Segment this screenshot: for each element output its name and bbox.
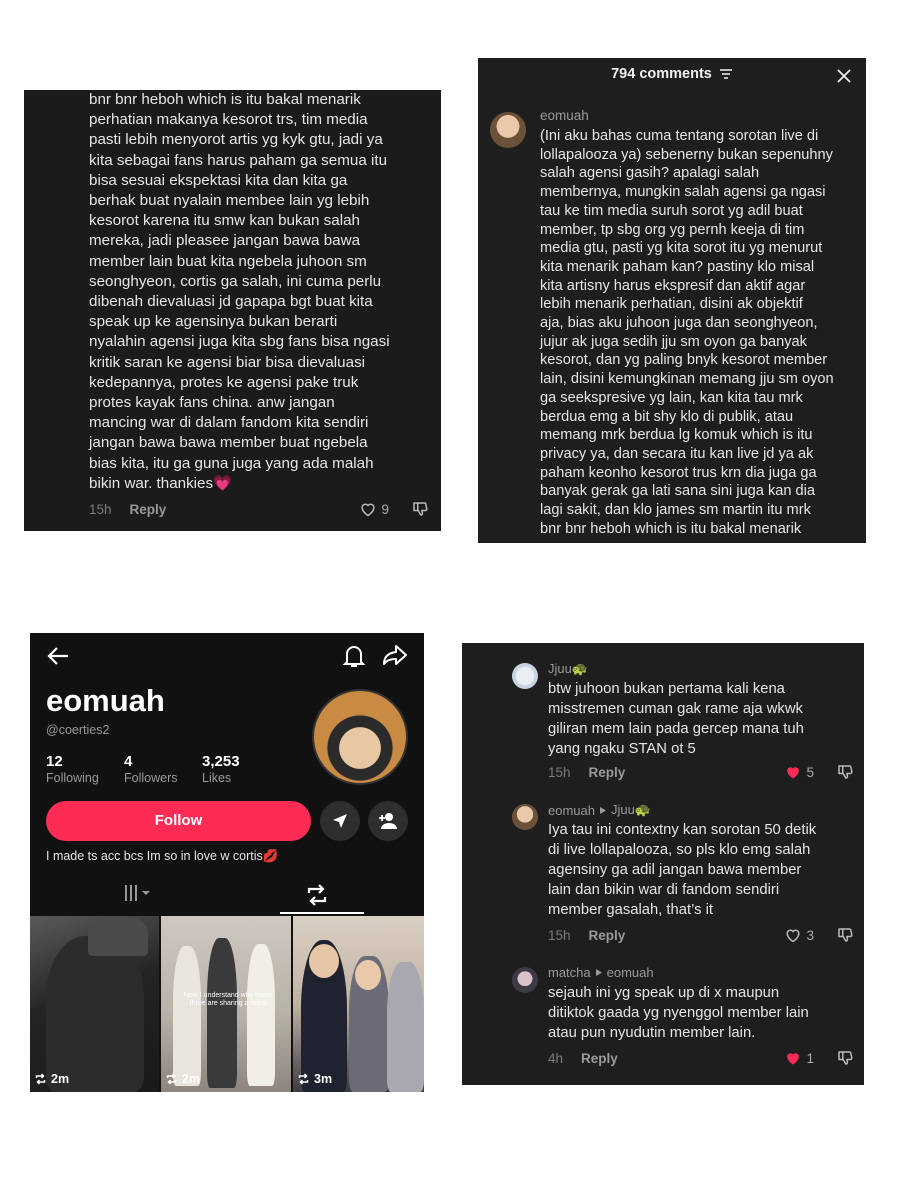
comment-text: btw juhoon bukan pertama kali kena misstremen cuman gak rame aja wkwk giliran mem lain pada gercep mana tuh yang ngaku STAN ot 5 (548, 681, 804, 757)
heart-outline-icon (784, 927, 802, 943)
thumbs-down-icon (836, 926, 854, 944)
comment-text: bnr bnr heboh which is itu bakal menarik perhatian makanya kesorot trs, tim media pasti lebih menyorot artis yg kyk gtu, jadi ya kita sebagai fans harus paham ga semua itu bisa sesuai ekspektasi kita dan kita ga berhak buat nyalain membee lain yg lebih kesorot karena itu smw kan bukan salah mereka, jadi pleasee jangan bawa bawa member lain buat kita ngebela juhoon sm seonghyeon, cortis ga salah, ini cuma perlu dibenah dievaluasi jd gapapa bgt buat kita speak up ke agensinya bukan berarti nyalahin agensi juga kita sbg fans bisa ngasi kritik saran ke agensi biar bisa dievaluasi kedepannya, protes ke agensi pake truk protes kayak fans china. anw jangan mancing war di dalam fandom kita sendiri jangan bawa bawa member buat ngebela bias kita, itu ga guna juga yang ada malah bikin war. thankies💗 (89, 91, 390, 492)
like-button[interactable] (784, 764, 814, 780)
comment-panel-continuation (24, 90, 441, 531)
avatar[interactable] (490, 112, 526, 148)
reply-button[interactable]: Reply (129, 501, 167, 517)
video-thumbnail[interactable] (161, 916, 291, 1092)
back-arrow-icon (46, 645, 70, 667)
sort-icon[interactable] (719, 68, 733, 80)
dislike-button[interactable] (411, 500, 429, 518)
share-button[interactable] (382, 643, 408, 672)
follow-button[interactable]: Follow (46, 801, 311, 841)
video-thumbnail[interactable] (30, 916, 159, 1092)
reply-button[interactable]: Reply (588, 764, 626, 780)
tab-reposts[interactable] (304, 883, 330, 912)
reply-arrow-icon (595, 968, 603, 977)
thumbs-down-icon (836, 1049, 854, 1067)
reply-button[interactable]: Reply (588, 927, 626, 943)
repost-icon (165, 1073, 178, 1085)
heart-filled-icon (784, 764, 802, 780)
view-count: 2m (34, 1072, 69, 1086)
video-thumbnail[interactable] (293, 916, 424, 1092)
repost-icon (34, 1073, 47, 1085)
add-friend-button[interactable] (368, 801, 408, 841)
view-count: 3m (297, 1072, 332, 1086)
close-button[interactable] (836, 68, 852, 89)
like-count: 3 (806, 927, 814, 943)
heart-filled-icon (784, 1050, 802, 1066)
stat-following[interactable] (46, 753, 99, 785)
notification-button[interactable] (342, 643, 366, 674)
message-button[interactable] (320, 801, 360, 841)
profile-name: eomuah (46, 683, 165, 718)
stat-number: 3,253 (202, 753, 240, 770)
comment-time: 15h (548, 764, 571, 780)
close-icon (836, 68, 852, 84)
tab-videos[interactable] (124, 883, 154, 908)
stat-label: Likes (202, 771, 232, 785)
bell-icon (342, 643, 366, 669)
dislike-button[interactable] (836, 763, 854, 781)
video-caption: Now I understand why those three are sharing a room (183, 992, 273, 1007)
comment-text: Iya tau ini contextny kan sorotan 50 detik di live lollapalooza, so pls klo emg salah agensiny ga adil jangan bawa member lain dan bikin war di fandom sendiri member gasalah, that’s it (548, 822, 817, 918)
comments-count: 794 comments (611, 66, 712, 82)
reply-arrow-icon (599, 806, 607, 815)
send-icon (331, 812, 349, 830)
comment-time: 4h (548, 1050, 564, 1066)
comment-replies-panel (462, 643, 864, 1085)
like-count: 1 (806, 1050, 814, 1066)
comment-username[interactable]: matcha eomuah (548, 965, 654, 980)
comment-username[interactable]: eomuah (540, 108, 589, 123)
avatar[interactable] (512, 663, 538, 689)
comment-meta (548, 1049, 854, 1067)
reply-button[interactable]: Reply (581, 1050, 618, 1066)
thumbs-down-icon (411, 500, 429, 518)
stat-number: 4 (124, 753, 133, 770)
active-tab-indicator (280, 912, 364, 914)
thumbs-down-icon (836, 763, 854, 781)
like-button[interactable] (359, 501, 389, 517)
profile-bio: I made ts acc bcs Im so in love w cortis💋 (46, 849, 279, 863)
comments-sheet (478, 58, 866, 543)
comments-header (478, 66, 866, 82)
stat-followers[interactable] (124, 753, 178, 785)
avatar[interactable] (512, 967, 538, 993)
profile-tabs (30, 877, 424, 915)
like-count: 9 (381, 501, 389, 517)
dislike-button[interactable] (836, 926, 854, 944)
comment-text: (Ini aku bahas cuma tentang sorotan live di lollapalooza ya) sebenerny bukan sepenuhny salah agensi gasih? apalagi salah membernya, mungkin salah agensi ga ngasi tau ke tim media suruh sorot yg adil buat member, tp sbg org yg pernh keeja di tim media gtu, pasti yg kita sorot itu yg menurut kita menarik paham kan? pastiny klo misal kita artisny harus ekspresif dan aktif agar lebih menarik perhatian, disini ak objektif aja, bias aku juhoon juga dan seonghyeon, jujur ak juga sedih jju sm oyon ga banyak kesorot, dan yg paling bnyk kesorot member lain, disini kemungkinan memang jju sm oyon ga seekspresive yg lain, kan kita tau mrk berdua emg a bit shy klo di publik, atau memang mrk berdua lg komuk which is itu privacy ya, dan secara itu kan live jd ya ak paham keonho kesorot trus krn dia juga ga banyak gerak ga lati sana sini juga kan dia lagi sakit, dan klo james sm martin itu mrk bnr bnr heboh which is itu bakal menarik (540, 128, 834, 537)
comment-time: 15h (548, 927, 571, 943)
profile-handle: @coerties2 (46, 723, 110, 737)
repost-icon (304, 883, 330, 907)
avatar[interactable] (512, 804, 538, 830)
comment-text: sejauh ini yg speak up di x maupun ditiktok gaada yg nyenggol member lain atau pun nyudutin member lain. (548, 985, 809, 1041)
comment-meta (89, 500, 429, 518)
grid-icon (124, 883, 154, 903)
stat-likes[interactable] (202, 753, 240, 785)
comment-time: 15h (89, 501, 112, 517)
comment-meta (548, 763, 854, 781)
heart-outline-icon (359, 501, 377, 517)
view-count: 2m (165, 1072, 200, 1086)
stat-number: 12 (46, 753, 63, 770)
stat-label: Followers (124, 771, 178, 785)
profile-avatar[interactable] (312, 689, 408, 785)
comment-meta (548, 926, 854, 944)
like-count: 5 (806, 764, 814, 780)
like-button[interactable] (784, 927, 814, 943)
comment-username[interactable]: eomuah Jjuu🐢 (548, 802, 652, 818)
like-button[interactable] (784, 1050, 814, 1066)
back-button[interactable] (46, 645, 70, 672)
profile-screen (30, 633, 424, 1092)
dislike-button[interactable] (836, 1049, 854, 1067)
comment-username[interactable]: Jjuu🐢 (548, 661, 589, 676)
repost-icon (297, 1073, 310, 1085)
add-user-icon (378, 812, 398, 830)
share-icon (382, 643, 408, 667)
stat-label: Following (46, 771, 99, 785)
